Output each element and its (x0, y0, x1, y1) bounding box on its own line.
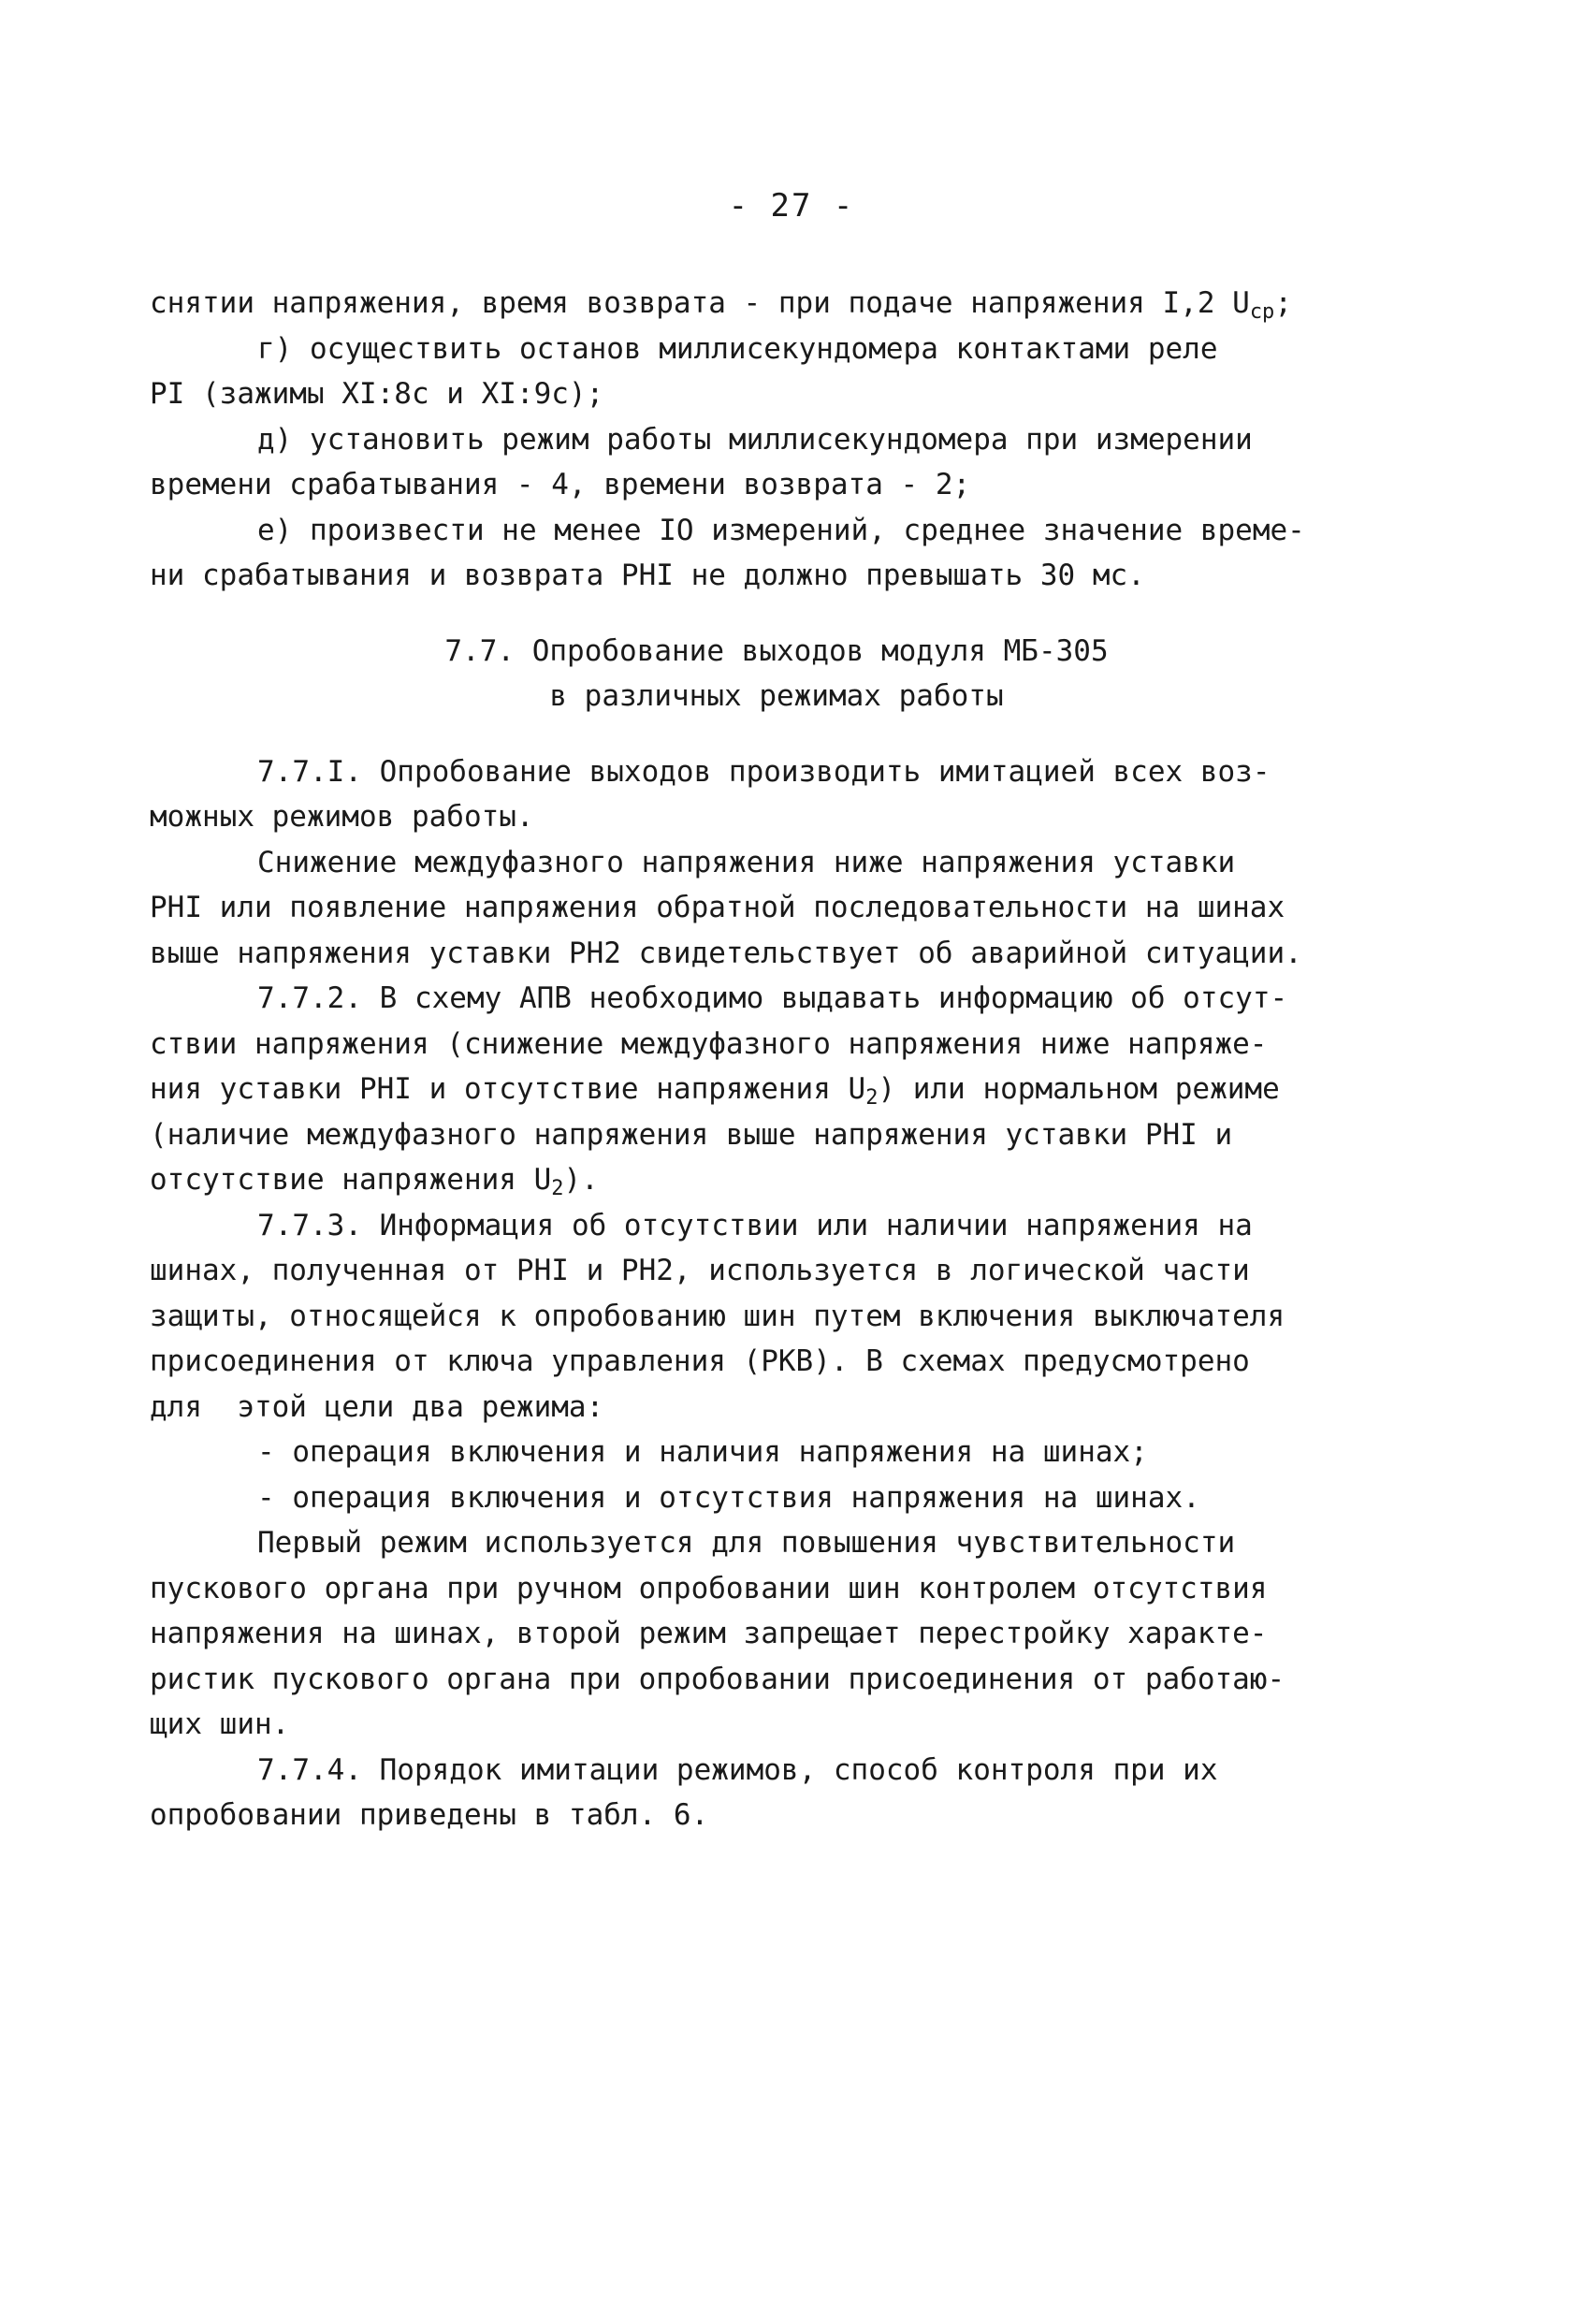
text-line-content: пускового органа при ручном опробовании шин контролем отсутствия (150, 1571, 1268, 1605)
text-line-content: защиты, относящейся к опробованию шин путем включения выключателя (150, 1299, 1285, 1333)
text-line-content: ния уставки PHI и отсутствие напряжения U (150, 1072, 866, 1106)
text-line-content: д) установить режим работы миллисекундомера при измерении (257, 422, 1253, 457)
text-line (150, 327, 1403, 372)
text-line (150, 1339, 1403, 1385)
text-line (150, 1475, 1403, 1521)
text-line-content: времени срабатывания - 4, времени возврата - 2; (150, 468, 971, 501)
section-heading-line-1: 7.7. Опробование выходов модуля МБ-305 (444, 633, 1109, 668)
text-line (150, 931, 1403, 977)
text-line (150, 553, 1403, 599)
text-line (150, 1157, 1403, 1203)
spacer (150, 719, 1403, 749)
text-line (150, 1112, 1403, 1158)
spacer (150, 599, 1403, 629)
text-line-content: - операция включения и отсутствия напряжения на шинах. (257, 1480, 1200, 1515)
text-line-content: - операция включения и наличия напряжения на шинах; (257, 1435, 1148, 1469)
text-line (150, 976, 1403, 1022)
text-line (150, 1385, 1403, 1431)
subscript: 2 (551, 1177, 564, 1200)
text-line-content: PHI или появление напряжения обратной последовательности на шинах (150, 891, 1285, 924)
text-line-content: PI (зажимы XI:8с и XI:9с); (150, 377, 604, 411)
subscript: 2 (865, 1086, 879, 1110)
text-line (150, 1430, 1403, 1475)
page-number: - 27 - (728, 187, 855, 225)
text-line-content: 7.7.2. В схему АПВ необходимо выдавать информацию об отсут- (257, 981, 1288, 1015)
text-line (150, 417, 1403, 463)
text-line (150, 281, 1403, 327)
text-line-content: е) произвести не менее IO измерений, среднее значение време- (257, 513, 1305, 547)
text-line (150, 1566, 1403, 1612)
text-line-content: присоединения от ключа управления (PKB). В схемах предусмотрено (150, 1344, 1250, 1378)
text-line-content: можных режимов работы. (150, 800, 534, 834)
text-line (150, 1294, 1403, 1340)
text-line-content: для этой цели два режима: (150, 1389, 604, 1424)
text-line-content: 7.7.I. Опробование выходов производить имитацией всех воз- (257, 754, 1271, 789)
text-line (150, 1748, 1403, 1794)
text-line-content: Снижение междуфазного напряжения ниже напряжения уставки (257, 845, 1236, 879)
text-line (150, 1022, 1403, 1068)
text-line-content: ристик пускового органа при опробовании присоединения от работаю- (150, 1662, 1285, 1696)
text-line-tail: ). (563, 1163, 599, 1197)
text-line-content: 7.7.3. Информация об отсутствии или наличии напряжения на (257, 1208, 1253, 1242)
text-line-content: г) осуществить останов миллисекундомера контактами реле (257, 331, 1218, 366)
text-line-content: ствии напряжения (снижение междуфазного напряжения ниже напряже- (150, 1026, 1268, 1061)
text-line (150, 1702, 1403, 1748)
text-line (150, 1248, 1403, 1294)
text-line (150, 1611, 1403, 1657)
section-heading-line-2: в различных режимах работы (549, 679, 1004, 713)
text-line-content: (наличие междуфазного напряжения выше напряжения уставки PHI и (150, 1117, 1233, 1152)
text-line (150, 1203, 1403, 1249)
text-line-tail: ; (1274, 286, 1292, 320)
subscript: ср (1249, 300, 1275, 324)
text-line-content: 7.7.4. Порядок имитации режимов, способ контроля при их (257, 1752, 1218, 1787)
text-line (150, 794, 1403, 840)
text-line-content: напряжения на шинах, второй режим запрещает перестройку характе- (150, 1617, 1268, 1650)
text-line (150, 885, 1403, 931)
section-body (150, 749, 1403, 1838)
text-line (150, 749, 1403, 795)
text-line-content: шинах, полученная от PHI и PH2, используется в логической части (150, 1254, 1250, 1287)
text-line (150, 1657, 1403, 1703)
text-line (150, 508, 1403, 554)
text-line-content: выше напряжения уставки PH2 свидетельствует об аварийной ситуации. (150, 936, 1302, 970)
text-line (150, 1067, 1403, 1112)
text-line (150, 371, 1403, 417)
section-continuation (150, 281, 1403, 599)
text-line (150, 1793, 1403, 1838)
text-line (150, 1520, 1403, 1566)
text-line-content: щих шин. (150, 1707, 290, 1741)
text-line (150, 462, 1403, 508)
text-line-content: Первый режим используется для повышения чувствительности (257, 1526, 1236, 1560)
text-line (150, 840, 1403, 886)
text-line-content: отсутствие напряжения U (150, 1163, 552, 1197)
section-heading (150, 629, 1403, 719)
document-body (150, 281, 1403, 1838)
text-line-content: опробовании приведены в табл. 6. (150, 1798, 709, 1832)
text-line-tail: ) или нормальном режиме (878, 1072, 1280, 1106)
text-line-content: ни срабатывания и возврата PHI не должно превышать 30 мс. (150, 559, 1145, 592)
text-line-content: снятии напряжения, время возврата - при подаче напряжения I,2 U (150, 286, 1250, 320)
